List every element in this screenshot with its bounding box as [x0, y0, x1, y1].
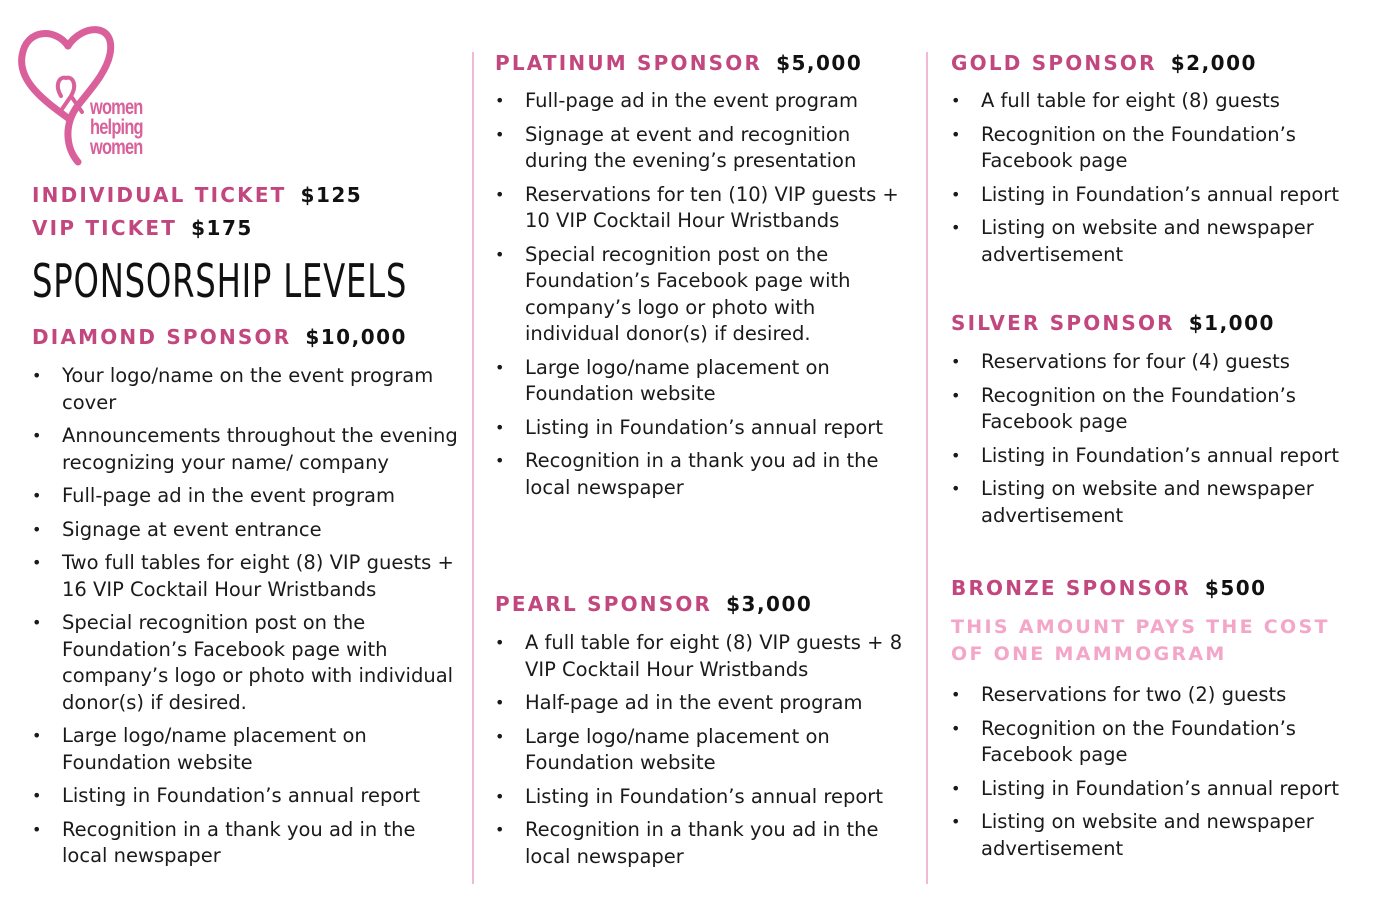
bronze-benefits-list — [951, 682, 1371, 869]
list-item: • Listing on website and newspaper advertisement — [951, 476, 1371, 529]
list-item: • Listing in Foundation’s annual report — [495, 415, 905, 442]
list-item: • Signage at event entrance — [32, 517, 462, 544]
list-item: • Listing in Foundation’s annual report — [951, 443, 1371, 470]
list-item: • Recognition in a thank you ad in the local newspaper — [495, 448, 905, 501]
pearl-sponsor-price: $3,000 — [726, 592, 813, 616]
list-item: • Large logo/name placement on Foundation website — [495, 355, 905, 408]
logo-wordmark — [90, 98, 145, 158]
diamond-sponsor-name: DIAMOND SPONSOR — [32, 325, 292, 349]
page-title: SPONSORSHIP LEVELS — [32, 254, 408, 308]
list-item: • Special recognition post on the Foundation’s Facebook page with company’s logo or photo with individual donor(s) if desired. — [495, 242, 905, 348]
silver-benefits-list — [951, 349, 1371, 536]
list-item: • Recognition in a thank you ad in the local newspaper — [495, 817, 905, 870]
individual-ticket-name: INDIVIDUAL TICKET — [32, 183, 287, 207]
silver-sponsor-name: SILVER SPONSOR — [951, 311, 1175, 335]
pearl-sponsor-heading — [495, 592, 812, 616]
diamond-sponsor-price: $10,000 — [305, 325, 407, 349]
vip-ticket-name: VIP TICKET — [32, 216, 178, 240]
list-item: • Your logo/name on the event program cover — [32, 363, 462, 416]
individual-ticket — [32, 183, 362, 207]
list-item: • Recognition on the Foundation’s Facebook page — [951, 716, 1371, 769]
gold-benefits-list — [951, 88, 1371, 275]
individual-ticket-price: $125 — [300, 183, 363, 207]
list-item: • Recognition on the Foundation’s Facebook page — [951, 383, 1371, 436]
bronze-sponsor-name: BRONZE SPONSOR — [951, 576, 1191, 600]
list-item: • A full table for eight (8) guests — [951, 88, 1371, 115]
list-item: • Recognition in a thank you ad in the local newspaper — [32, 817, 462, 870]
list-item: • Reservations for ten (10) VIP guests + 10 VIP Cocktail Hour Wristbands — [495, 182, 905, 235]
list-item: • Half-page ad in the event program — [495, 690, 905, 717]
list-item: • Listing in Foundation’s annual report — [32, 783, 462, 810]
silver-sponsor-price: $1,000 — [1188, 311, 1275, 335]
column-divider — [926, 52, 928, 884]
vip-ticket-price: $175 — [191, 216, 253, 240]
list-item: • Reservations for four (4) guests — [951, 349, 1371, 376]
platinum-sponsor-price: $5,000 — [776, 51, 863, 75]
silver-sponsor-heading — [951, 311, 1275, 335]
list-item: • Full-page ad in the event program — [495, 88, 905, 115]
list-item: • Recognition on the Foundation’s Facebook page — [951, 122, 1371, 175]
vip-ticket — [32, 216, 253, 240]
platinum-sponsor-name: PLATINUM SPONSOR — [495, 51, 763, 75]
pearl-sponsor-name: PEARL SPONSOR — [495, 592, 713, 616]
women-helping-women-logo — [16, 22, 156, 168]
gold-sponsor-price: $2,000 — [1170, 51, 1257, 75]
list-item: • Special recognition post on the Foundation’s Facebook page with company’s logo or photo with individual donor(s) if desired. — [32, 610, 462, 716]
list-item: • Listing on website and newspaper advertisement — [951, 215, 1371, 268]
list-item: • Reservations for two (2) guests — [951, 682, 1371, 709]
list-item: • Signage at event and recognition during the evening’s presentation — [495, 122, 905, 175]
column-divider — [472, 52, 474, 884]
platinum-sponsor-heading — [495, 51, 862, 75]
gold-sponsor-heading — [951, 51, 1257, 75]
bronze-sponsor-price: $500 — [1204, 576, 1267, 600]
gold-sponsor-name: GOLD SPONSOR — [951, 51, 1157, 75]
list-item: • Two full tables for eight (8) VIP guests + 16 VIP Cocktail Hour Wristbands — [32, 550, 462, 603]
list-item: • Full-page ad in the event program — [32, 483, 462, 510]
diamond-benefits-list — [32, 363, 462, 877]
list-item: • Listing in Foundation’s annual report — [951, 776, 1371, 803]
logo-line-2: helping — [90, 116, 143, 139]
list-item: • Large logo/name placement on Foundation website — [32, 723, 462, 776]
diamond-sponsor-heading — [32, 325, 407, 349]
logo-line-3: women — [90, 136, 143, 159]
list-item: • Large logo/name placement on Foundation website — [495, 724, 905, 777]
pearl-benefits-list — [495, 630, 905, 877]
list-item: • A full table for eight (8) VIP guests + 8 VIP Cocktail Hour Wristbands — [495, 630, 905, 683]
logo-line-1: women — [90, 96, 143, 119]
list-item: • Listing on website and newspaper advertisement — [951, 809, 1371, 862]
bronze-sponsor-heading — [951, 576, 1267, 600]
platinum-benefits-list — [495, 88, 905, 508]
list-item: • Listing in Foundation’s annual report — [495, 784, 905, 811]
list-item: • Listing in Foundation’s annual report — [951, 182, 1371, 209]
bronze-note: THIS AMOUNT PAYS THE COST OF ONE MAMMOGRAM — [951, 616, 1330, 665]
list-item: • Announcements throughout the evening recognizing your name/ company — [32, 423, 462, 476]
